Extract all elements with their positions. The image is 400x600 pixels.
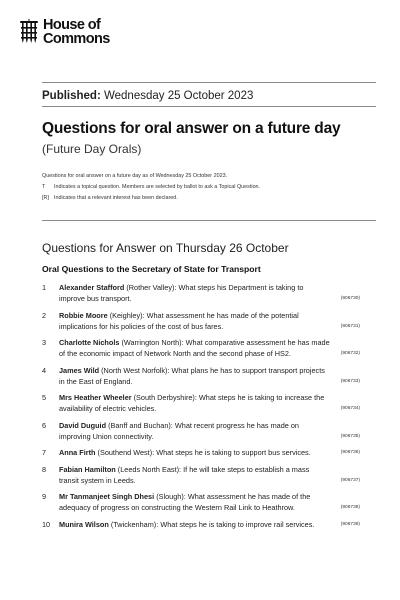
- question-ref: (906734): [340, 406, 360, 411]
- question-item: [42, 392, 360, 414]
- member-name: Robbie Moore: [59, 310, 108, 320]
- question-item: [42, 447, 360, 458]
- question-ref: (906735): [340, 433, 360, 439]
- question-text: What comparative assessment he has made of the economic impact of Network North and the second phase of HS2.: [59, 338, 330, 358]
- constituency: (Banff and Buchan):: [108, 420, 173, 430]
- constituency: (Warrington North):: [121, 338, 184, 347]
- question-ref: (906738): [340, 505, 360, 510]
- divider: [42, 82, 376, 83]
- member-name: Fabian Hamilton: [59, 464, 116, 474]
- question-body: [59, 282, 331, 304]
- member-name: Anna Firth: [59, 448, 96, 457]
- question-number: 8: [42, 464, 47, 474]
- question-item: [42, 491, 360, 513]
- question-body: [59, 491, 331, 513]
- legend-item: [42, 182, 372, 193]
- logo-wordmark: [43, 18, 110, 46]
- question-ref: (906732): [340, 351, 360, 356]
- member-name: Mrs Heather Wheeler: [59, 393, 132, 402]
- question-body: [59, 519, 331, 530]
- logo-line-1: House of: [43, 17, 101, 33]
- legend-key: [R]: [42, 195, 49, 201]
- constituency: (Keighley):: [109, 310, 145, 320]
- member-name: Mr Tanmanjeet Singh Dhesi: [59, 492, 155, 501]
- department-title: Oral Questions to the Secretary of State for Transport: [42, 264, 261, 274]
- house-of-commons-logo: [20, 18, 110, 50]
- question-item: [42, 365, 360, 387]
- question-body: [59, 337, 331, 359]
- question-number: 9: [42, 492, 47, 501]
- question-item: [42, 464, 360, 486]
- question-number: 7: [42, 448, 47, 457]
- question-body: [59, 365, 331, 387]
- question-text: If he will take steps to establish a mass transit system in Leeds.: [59, 464, 310, 485]
- question-ref: (906736): [340, 450, 360, 455]
- question-number: 2: [42, 310, 47, 320]
- question-item: [42, 310, 360, 332]
- legend-key: T: [42, 184, 46, 190]
- question-item: [42, 337, 360, 359]
- question-number: 6: [42, 420, 47, 430]
- question-item: [42, 420, 360, 442]
- member-name: James Wild: [59, 365, 100, 375]
- question-number: 4: [42, 365, 47, 375]
- question-ref: (906731): [340, 323, 360, 329]
- divider: [42, 106, 376, 107]
- portcullis-icon: [20, 18, 38, 44]
- question-body: [59, 310, 331, 332]
- question-number: 10: [42, 519, 51, 529]
- question-ref: (906730): [340, 296, 360, 301]
- intro-block: [42, 171, 372, 204]
- question-item: [42, 282, 360, 304]
- question-body: [59, 464, 331, 486]
- published-line: [42, 90, 253, 102]
- published-date: Wednesday 25 October 2023: [103, 90, 254, 102]
- question-text: What steps he is taking to increase the availability of electric vehicles.: [59, 393, 325, 413]
- constituency: (Twickenham):: [110, 519, 159, 529]
- question-ref: (906733): [340, 378, 360, 384]
- member-name: Munira Wilson: [59, 519, 109, 529]
- question-ref: (906737): [340, 477, 360, 483]
- constituency: (North West Norfolk):: [101, 365, 170, 375]
- section-title: Questions for Answer on Thursday 26 October: [42, 241, 289, 255]
- published-label: Published:: [42, 90, 101, 102]
- constituency: (Rother Valley):: [126, 283, 177, 292]
- question-number: 1: [42, 283, 47, 292]
- member-name: Charlotte Nichols: [59, 338, 120, 347]
- member-name: David Duguid: [59, 420, 107, 430]
- question-text: What plans he has to support transport projects in the East of England.: [59, 365, 325, 386]
- question-text: What assessment he has made of the adequacy of progress on constructing the Western Rail Link to Heathrow.: [59, 492, 311, 512]
- question-text: What assessment he has made of the potential implications for his policies of the cost of bus fares.: [59, 310, 299, 331]
- question-text: What recent progress he has made on improving Union connectivity.: [59, 420, 299, 441]
- constituency: (Leeds North East):: [117, 464, 182, 474]
- question-text: What steps he is taking to support bus services.: [156, 448, 311, 457]
- question-number: 3: [42, 338, 47, 347]
- question-body: [59, 392, 331, 414]
- constituency: (South Derbyshire):: [133, 393, 197, 402]
- question-text: What steps he is taking to improve rail services.: [160, 519, 315, 529]
- constituency: (Southend West):: [97, 448, 155, 457]
- question-item: [42, 519, 360, 530]
- logo-line-2: Commons: [43, 31, 110, 47]
- question-ref: (906739): [340, 521, 360, 527]
- constituency: (Slough):: [156, 492, 186, 501]
- page-subtitle: (Future Day Orals): [42, 142, 142, 156]
- legend-item: [42, 193, 372, 204]
- question-text: What steps his Department is taking to improve bus transport.: [59, 283, 304, 303]
- divider: [42, 220, 376, 221]
- legend-text: Indicates that a relevant interest has been declared.: [54, 195, 178, 201]
- intro-text: Questions for oral answer on a future day as of Wednesday 25 October 2023.: [42, 173, 228, 179]
- question-body: [59, 420, 331, 442]
- member-name: Alexander Stafford: [59, 283, 125, 292]
- question-body: [59, 447, 331, 458]
- questions-list: [42, 282, 360, 535]
- question-number: 5: [42, 393, 47, 402]
- page-title: Questions for oral answer on a future day: [42, 120, 341, 137]
- legend-text: Indicates a topical question. Members are selected by ballot to ask a Topical Question.: [54, 184, 261, 190]
